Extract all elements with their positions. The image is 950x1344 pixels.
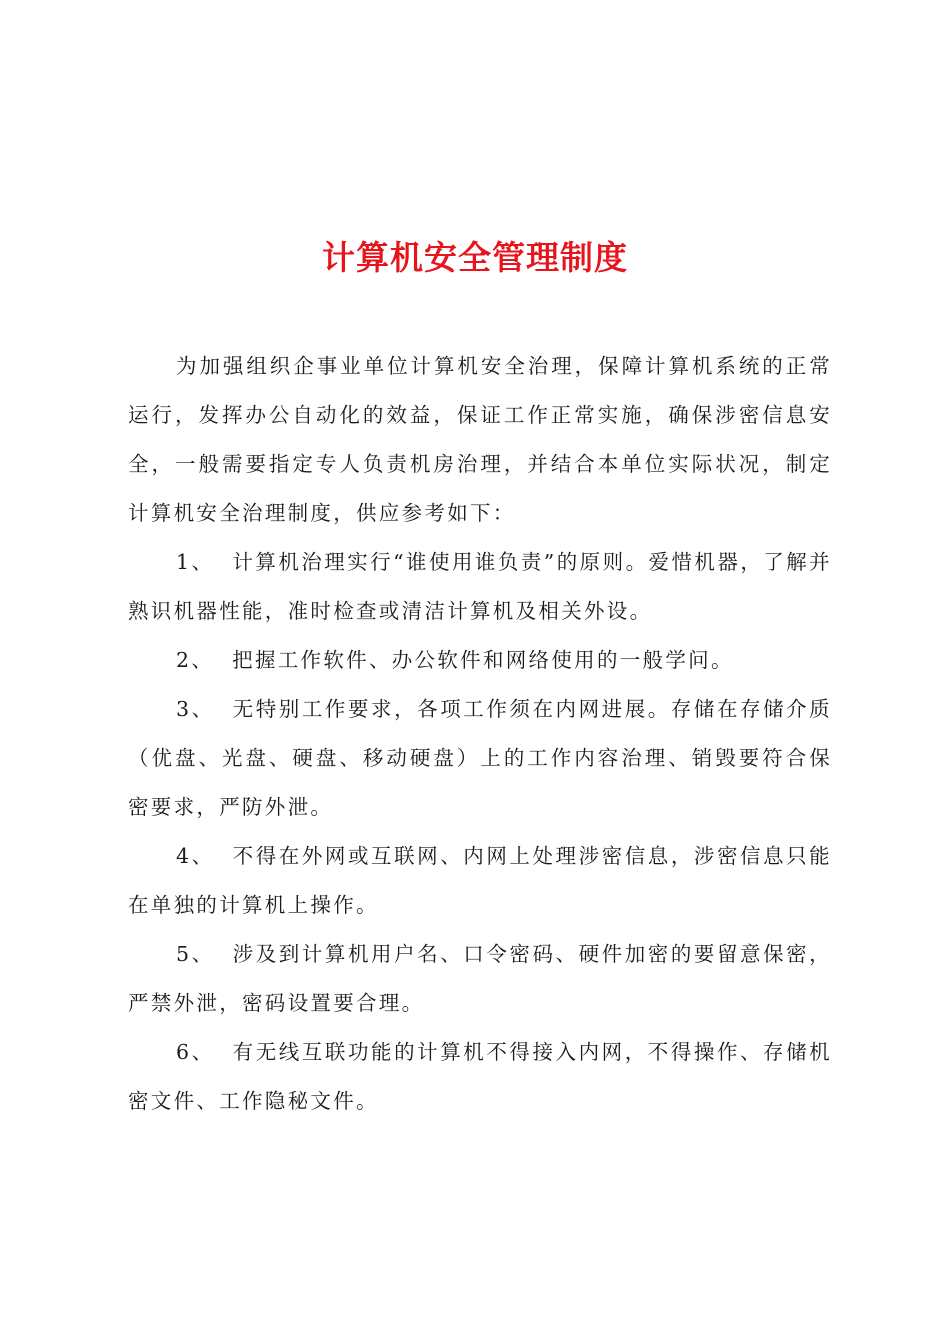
document-body — [128, 342, 832, 1126]
list-item — [128, 685, 832, 832]
item-number: 5、 — [176, 942, 215, 966]
item-text: 不得在外网或互联网、内网上处理涉密信息，涉密信息只能在单独的计算机上操作。 — [128, 844, 832, 917]
item-text: 无特别工作要求，各项工作须在内网进展。存储在存储介质（优盘、光盘、硬盘、移动硬盘）上的工作内容治理、销毁要符合保密要求，严防外泄。 — [128, 697, 832, 819]
item-number: 4、 — [176, 844, 215, 868]
item-text: 计算机治理实行“谁使用谁负责”的原则。爱惜机器，了解并熟识机器性能，准时检查或清洁计算机及相关外设。 — [128, 550, 832, 623]
list-item — [128, 538, 832, 636]
item-number: 6、 — [176, 1040, 215, 1064]
list-item — [128, 930, 832, 1028]
item-number: 1、 — [176, 550, 215, 574]
list-item — [128, 832, 832, 930]
item-text: 有无线互联功能的计算机不得接入内网，不得操作、存储机密文件、工作隐秘文件。 — [128, 1040, 832, 1113]
intro-paragraph: 为加强组织企事业单位计算机安全治理，保障计算机系统的正常运行，发挥办公自动化的效益，保证工作正常实施，确保涉密信息安全，一般需要指定专人负责机房治理，并结合本单位实际状况，制定计算机安全治理制度，供应参考如下： — [128, 354, 832, 525]
list-item — [128, 636, 832, 685]
document-title: 计算机安全管理制度 — [322, 238, 628, 278]
item-text: 把握工作软件、办公软件和网络使用的一般学问。 — [232, 648, 734, 672]
item-text: 涉及到计算机用户名、口令密码、硬件加密的要留意保密，严禁外泄，密码设置要合理。 — [128, 942, 832, 1015]
item-number: 2、 — [176, 648, 215, 672]
list-item — [128, 1028, 832, 1126]
item-number: 3、 — [176, 697, 215, 721]
